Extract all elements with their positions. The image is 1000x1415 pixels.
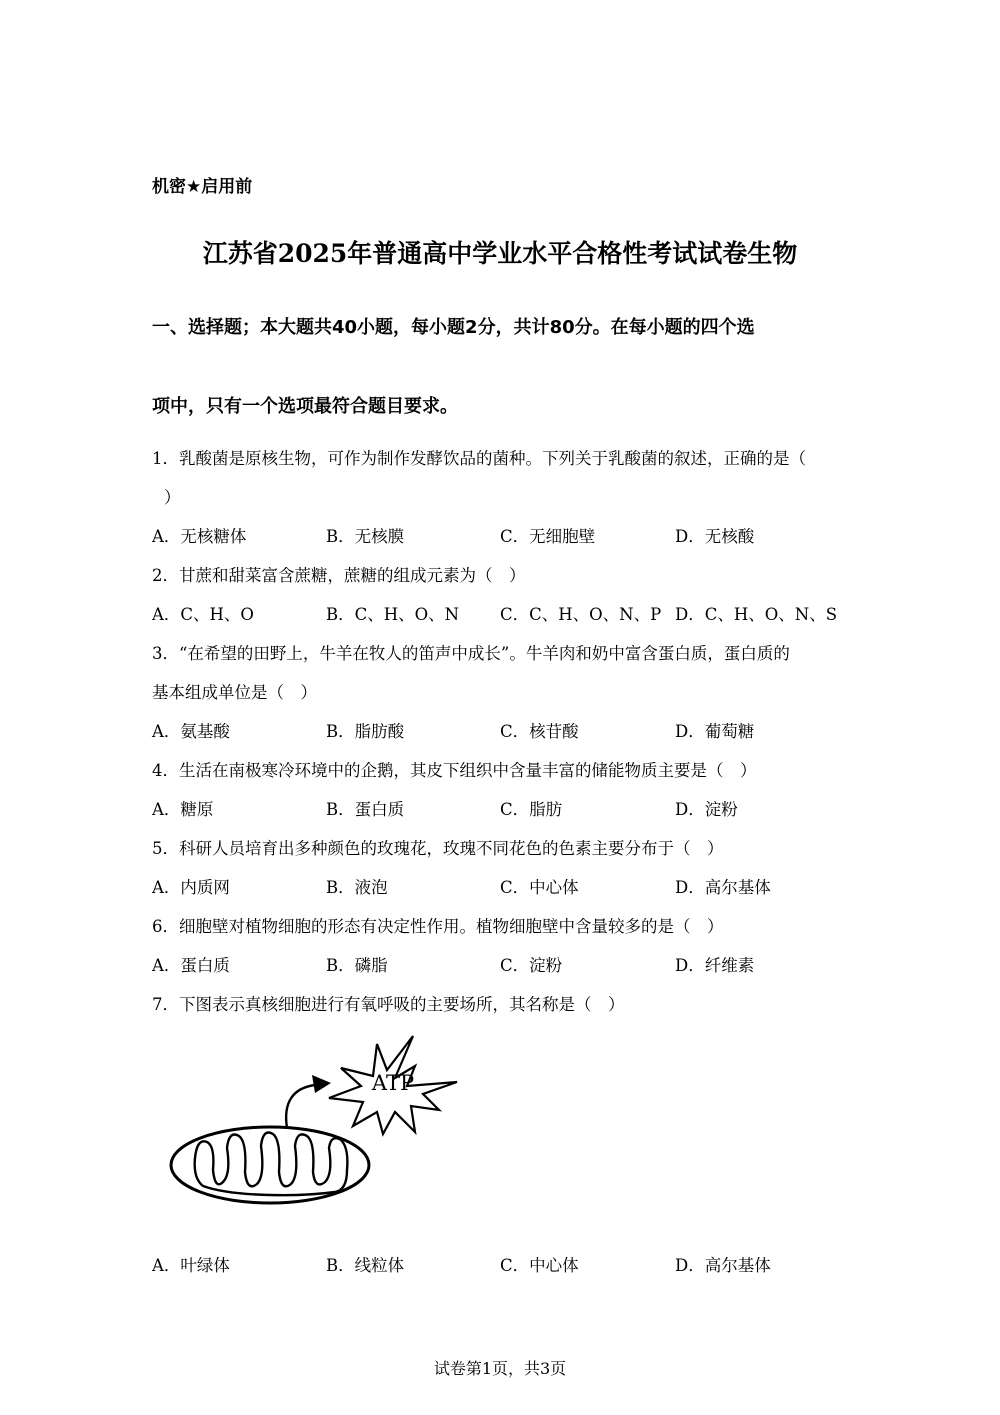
question-1-option-a: A．无核糖体 [152,527,247,546]
secret-mark: 机密★启用前 [152,177,253,197]
question-2-option-c: C．C、H、O、N、P [500,605,662,624]
cristae-shape [195,1133,348,1196]
question-2-option-d: D．C、H、O、N、S [675,605,838,624]
question-4-option-a: A．糖原 [152,800,214,819]
question-1-stem: 1．乳酸菌是原核生物，可作为制作发酵饮品的菌种。下列关于乳酸菌的叙述，正确的是（ [152,449,806,468]
question-6-option-a: A．蛋白质 [152,956,230,975]
question-4-option-b: B．蛋白质 [326,800,405,819]
question-4-stem: 4．生活在南极寒冷环境中的企鹅，其皮下组织中含量丰富的储能物质主要是（ ） [152,761,757,780]
question-5-option-b: B．液泡 [326,878,388,897]
question-5-option-c: C．中心体 [500,878,579,897]
question-2-option-b: B．C、H、O、N [326,605,460,624]
question-6-stem: 6．细胞壁对植物细胞的形态有决定性作用。植物细胞壁中含量较多的是（ ） [152,917,724,936]
question-6-option-b: B．磷脂 [326,956,388,975]
question-3-stem: 3．“在希望的田野上，牛羊在牧人的笛声中成长”。牛羊肉和奶中富含蛋白质，蛋白质的 [152,644,790,663]
question-7-option-d: D．高尔基体 [675,1256,771,1275]
question-7-option-b: B．线粒体 [326,1256,405,1275]
question-3-option-a: A．氨基酸 [152,722,230,741]
question-7-option-a: A．叶绿体 [152,1256,230,1275]
question-3-option-d: D．葡萄糖 [675,722,755,741]
question-4-option-d: D．淀粉 [675,800,738,819]
question-3-option-c: C．核苷酸 [500,722,579,741]
page-footer: 试卷第1页，共3页 [433,1359,567,1378]
question-7-option-c: C．中心体 [500,1256,579,1275]
question-4-option-c: C．脂肪 [500,800,563,819]
question-1-option-c: C．无细胞壁 [500,527,596,546]
question-5-stem: 5．科研人员培育出多种颜色的玫瑰花，玫瑰不同花色的色素主要分布于（ ） [152,839,724,858]
question-1-option-d: D．无核酸 [675,527,755,546]
question-1-option-b: B．无核膜 [326,527,405,546]
question-6-option-d: D．纤维素 [675,956,755,975]
atp-label: ATP [371,1071,415,1095]
page-title: 江苏省2025年普通高中学业水平合格性考试试卷生物 [202,239,798,268]
mitochondrion-figure [165,1030,465,1210]
section-heading-line2: 项中，只有一个选项最符合题目要求。 [152,396,458,417]
question-3-stem-cont: 基本组成单位是（ ） [152,683,317,702]
question-3-option-b: B．脂肪酸 [326,722,405,741]
question-2-stem: 2．甘蔗和甜菜富含蔗糖，蔗糖的组成元素为（ ） [152,566,526,585]
question-6-option-c: C．淀粉 [500,956,563,975]
question-5-option-a: A．内质网 [152,878,230,897]
question-2-option-a: A．C、H、O [152,605,254,624]
question-1-stem-cont: ） [164,488,181,507]
section-heading-line1: 一、选择题；本大题共40小题，每小题2分，共计80分。在每小题的四个选 [152,317,755,338]
question-7-stem: 7．下图表示真核细胞进行有氧呼吸的主要场所，其名称是（ ） [152,995,625,1014]
question-5-option-d: D．高尔基体 [675,878,771,897]
